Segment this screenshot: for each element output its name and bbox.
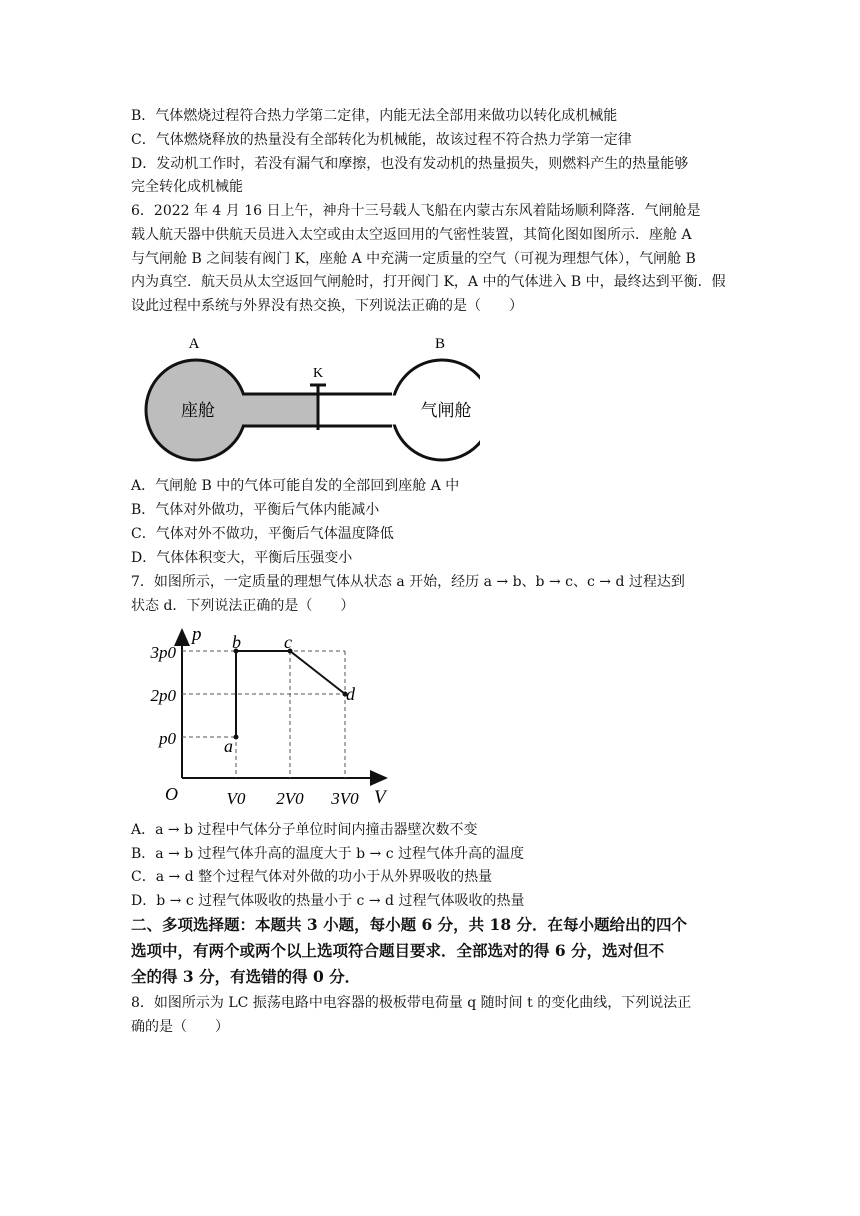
label-point-d: d xyxy=(346,684,355,704)
label-a: A xyxy=(188,336,200,352)
q7-stem-line1: 7．如图所示，一定质量的理想气体从状态 a 开始，经历 a → b、b → c、c → d 过程达到 xyxy=(131,574,685,590)
q8-stem-line2: 确的是（ ） xyxy=(131,1019,229,1035)
q7-option-d: D．b → c 过程气体吸收的热量小于 c → d 过程气体吸收的热量 xyxy=(131,893,525,909)
q5-option-d-line1: D．发动机工作时，若没有漏气和摩擦，也没有发动机的热量损失，则燃料产生的热量能够 xyxy=(131,156,689,172)
q6-stem-line4: 内为真空．航天员从太空返回气闸舱时，打开阀门 K，A 中的气体进入 B 中，最终达到平衡．假 xyxy=(131,274,726,290)
q6-stem-line1: 6．2022 年 4 月 16 日上午，神舟十三号载人飞船在内蒙古东风着陆场顺利降落．气闸舱是 xyxy=(131,203,701,219)
q6-option-a: A．气闸舱 B 中的气体可能自发的全部回到座舱 A 中 xyxy=(131,478,460,494)
q6-stem-line5: 设此过程中系统与外界没有热交换，下列说法正确的是（ ） xyxy=(131,298,523,314)
section2-line1: 二、多项选择题：本题共 3 小题，每小题 6 分，共 18 分．在每小题给出的四个 xyxy=(131,915,688,934)
q7-option-a: A．a → b 过程中气体分子单位时间内撞击器壁次数不变 xyxy=(131,822,478,838)
q5-option-c: C．气体燃烧释放的热量没有全部转化为机械能，故该过程不符合热力学第一定律 xyxy=(131,132,632,148)
label-point-a: a xyxy=(224,736,233,756)
label-k: K xyxy=(312,366,324,381)
xtick-v0: V0 xyxy=(226,789,246,808)
x-axis-label: V xyxy=(374,787,386,808)
label-point-c: c xyxy=(284,632,292,652)
process-cd xyxy=(290,651,345,694)
q6-option-b: B．气体对外做功，平衡后气体内能减小 xyxy=(131,502,380,518)
q8-stem-line1: 8．如图所示为 LC 振荡电路中电容器的极板带电荷量 q 随时间 t 的变化曲线，下列说法正 xyxy=(131,995,692,1011)
cabin-a-label: 座舱 xyxy=(181,401,215,421)
y-axis-label: p xyxy=(192,624,202,645)
q7-stem-line2: 状态 d．下列说法正确的是（ ） xyxy=(131,598,355,614)
ytick-p0: p0 xyxy=(159,729,176,748)
q5-option-d-line2: 完全转化成机械能 xyxy=(131,179,243,195)
q5-option-b: B．气体燃烧过程符合热力学第二定律，内能无法全部用来做功以转化成机械能 xyxy=(131,108,618,124)
pipe-left xyxy=(240,394,318,426)
q6-stem-line3: 与气闸舱 B 之间装有阀门 K，座舱 A 中充满一定质量的空气（可视为理想气体），气闸舱 B xyxy=(131,251,696,267)
label-point-b: b xyxy=(232,632,241,652)
q7-option-b: B．a → b 过程气体升高的温度大于 b → c 过程气体升高的温度 xyxy=(131,846,525,862)
ytick-3p0: 3p0 xyxy=(150,643,176,662)
xtick-2v0: 2V0 xyxy=(276,789,304,808)
origin-label: O xyxy=(165,784,178,804)
section2-line3: 全的得 3 分，有选错的得 0 分． xyxy=(131,967,361,986)
q6-option-c: C．气体对外不做功，平衡后气体温度降低 xyxy=(131,526,394,542)
label-b: B xyxy=(434,336,446,352)
q6-figure xyxy=(140,330,480,466)
q6-option-d: D．气体体积变大，平衡后压强变小 xyxy=(131,550,353,566)
airlock-b-label: 气闸舱 xyxy=(420,401,472,421)
ytick-2p0: 2p0 xyxy=(150,686,176,705)
section2-line2: 选项中，有两个或两个以上选项符合题目要求．全部选对的得 6 分，选对但不 xyxy=(131,941,665,960)
xtick-3v0: 3V0 xyxy=(331,789,359,808)
point-a xyxy=(234,735,239,740)
q7-option-c: C．a → d 整个过程气体对外做的功小于从外界吸收的热量 xyxy=(131,869,493,885)
q7-pv-graph xyxy=(140,622,400,812)
q6-stem-line2: 载人航天器中供航天员进入太空或由太空返回用的气密性装置，其简化图如图所示．座舱 A xyxy=(131,227,692,243)
